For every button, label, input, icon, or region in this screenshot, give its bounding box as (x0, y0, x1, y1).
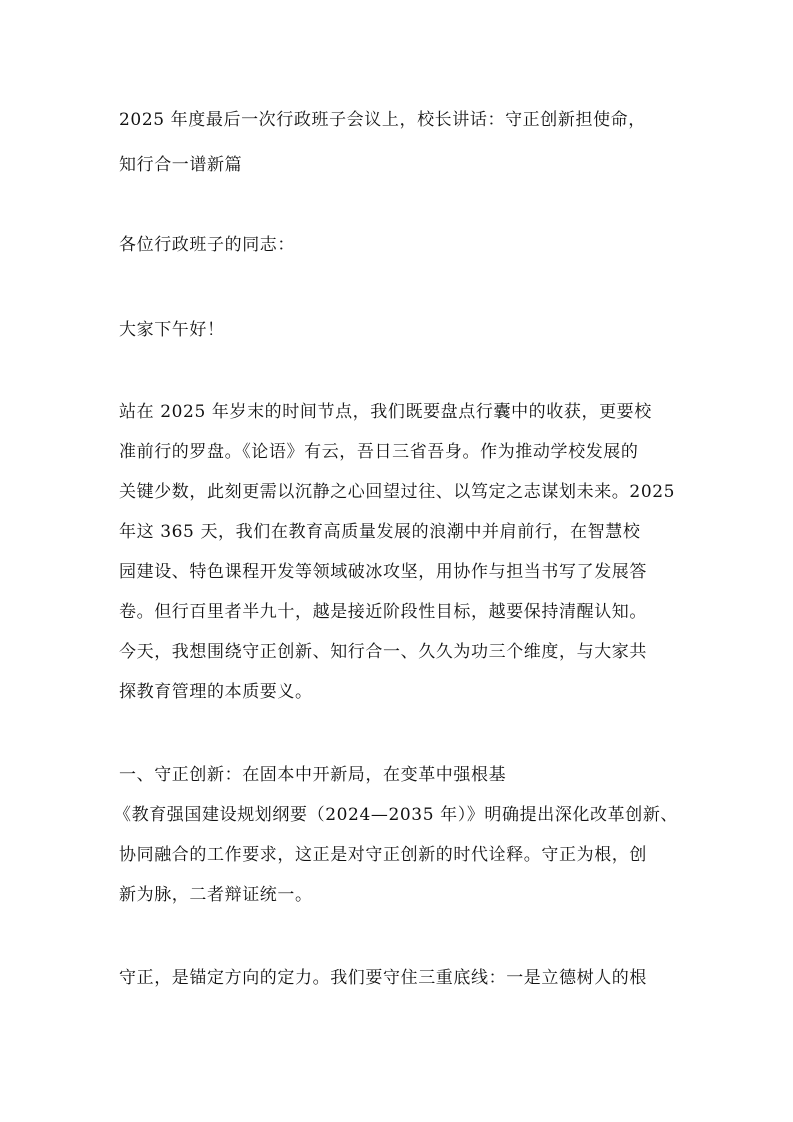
paragraph-1-line-1: 站在 2025 年岁末的时间节点，我们既要盘点行囊中的收获，更要校 (119, 402, 652, 422)
paragraph-3-line-1: 守正，是锚定方向的定力。我们要守住三重底线：一是立德树人的根 (119, 968, 647, 988)
paragraph-1-line-2: 准前行的罗盘。《论语》有云，吾日三省吾身。作为推动学校发展的 (119, 442, 639, 462)
paragraph-2-line-1: 《教育强国建设规划纲要（2024—2035 年）》明确提出深化改革创新、 (114, 805, 679, 825)
paragraph-2-line-2: 协同融合的工作要求，这正是对守正创新的时代诠释。守正为根，创 (119, 845, 647, 865)
document-title-line-1: 2025 年度最后一次行政班子会议上，校长讲话：守正创新担使命， (119, 110, 646, 130)
greeting: 大家下午好！ (119, 320, 225, 340)
paragraph-1-line-8: 探教育管理的本质要义。 (119, 682, 313, 702)
salutation: 各位行政班子的同志： (119, 235, 295, 255)
paragraph-1-line-5: 园建设、特色课程开发等领域破冰攻坚，用协作与担当书写了发展答 (119, 562, 647, 582)
paragraph-1-line-7: 今天，我想围绕守正创新、知行合一、久久为功三个维度，与大家共 (119, 642, 647, 662)
section-1-heading: 一、守正创新：在固本中开新局，在变革中强根基 (119, 765, 507, 785)
paragraph-1-line-4: 年这 365 天，我们在教育高质量发展的浪潮中并肩前行，在智慧校 (119, 522, 641, 542)
paragraph-2-line-3: 新为脉，二者辩证统一。 (119, 885, 313, 905)
paragraph-1-line-3: 关键少数，此刻更需以沉静之心回望过往、以笃定之志谋划未来。2025 (119, 482, 676, 502)
paragraph-1-line-6: 卷。但行百里者半九十，越是接近阶段性目标，越要保持清醒认知。 (119, 602, 647, 622)
document-title-line-2: 知行合一谱新篇 (119, 155, 243, 175)
